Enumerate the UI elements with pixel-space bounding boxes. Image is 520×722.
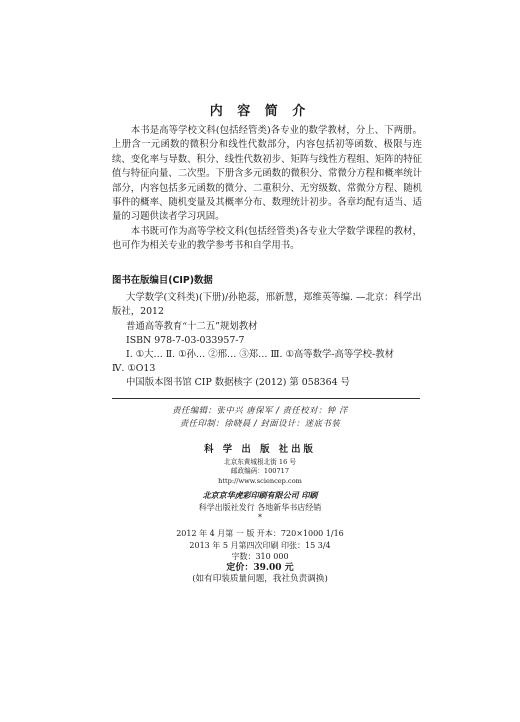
quality-notice: (如有印装质量问题，我社负责调换) (192, 574, 328, 584)
cip-line-publisher: 版社，2012 (112, 306, 164, 318)
intro-title: 内 容 简 介 (209, 104, 311, 119)
edition-line: 2012 年 4 月第 一 版 开本：720×1000 1/16 (176, 529, 344, 538)
colophon-section (0, 444, 520, 586)
intro-section (112, 124, 422, 254)
cip-heading: 图书在版编目(CIP)数据 (112, 275, 213, 286)
cip-line-series: 普通高等教育“十二五”规划教材 (126, 320, 258, 332)
distribution-line: 科学出版社发行 各地新华书店经销 (198, 502, 322, 512)
credits-line-2: 责任印制：徐晓晨 / 封面设计：迷底书装 (179, 418, 341, 428)
cip-line-classification-cont: Ⅳ. ①O13 (112, 363, 156, 375)
intro-paragraph-2: 本书既可作为高等学校文科(包括经管类)各专业大学数学课程的教材，也可作为相关专业的教学参考书和自学用书。 (112, 225, 422, 252)
printing-line: 2013 年 5 月第四次印刷 印张：15 3/4 (189, 540, 331, 550)
cip-line-classification: Ⅰ. ①大… Ⅱ. ①孙… ②邢… ③郑… Ⅲ. ①高等数学-高等学校-教材 (126, 349, 394, 361)
price-line: 定价：39.00 元 (226, 562, 294, 573)
cip-section (112, 274, 422, 391)
cip-line-data-number: 中国版本图书馆 CIP 数据核字 (2012) 第 058364 号 (126, 377, 350, 389)
publisher-website: http://www.sciencep.com (218, 476, 302, 485)
word-count-line: 字数：310 000 (231, 552, 289, 561)
credits-line-1: 责任编辑：张中兴 唐保军 / 责任校对：钟 洋 (172, 405, 348, 415)
intro-paragraph-1: 本书是高等学校文科(包括经管类)各专业的数学教材，分上、下两册。上册含一元函数的微积分和线性代数部分，内容包括初等函数、极限与连续、变化率与导数、积分、线性代数初步、矩阵与线性方程组、矩阵的特征值与特征向量、二次型。下册含多元函数的微积分、常微分方程和概率统计部分，内容包括多元函数的微分、二重积分、无穷级数、常微分方程、随机事件的概率、随机变量及其概率分布、数理统计初步。各章均配有适当、适量的习题供读者学习巩固。 (112, 125, 422, 223)
publisher-address: 北京东黄城根北街 16 号 (224, 457, 296, 466)
credits-section (0, 404, 520, 430)
cip-line-title: 大学数学(文科类)(下册)/孙艳蕊，邢新慧，郑维英等编. —北京：科学出 (126, 292, 422, 304)
publisher-postcode: 邮政编码：100717 (230, 467, 290, 475)
printer-name: 北京京华虎彩印刷有限公司 印刷 (202, 490, 318, 500)
separator-star: * (258, 513, 262, 522)
publisher-name: 科 学 出 版 社出版 (204, 444, 316, 455)
cip-line-isbn: ISBN 978-7-03-033957-7 (126, 334, 245, 346)
divider-rule (112, 398, 420, 399)
